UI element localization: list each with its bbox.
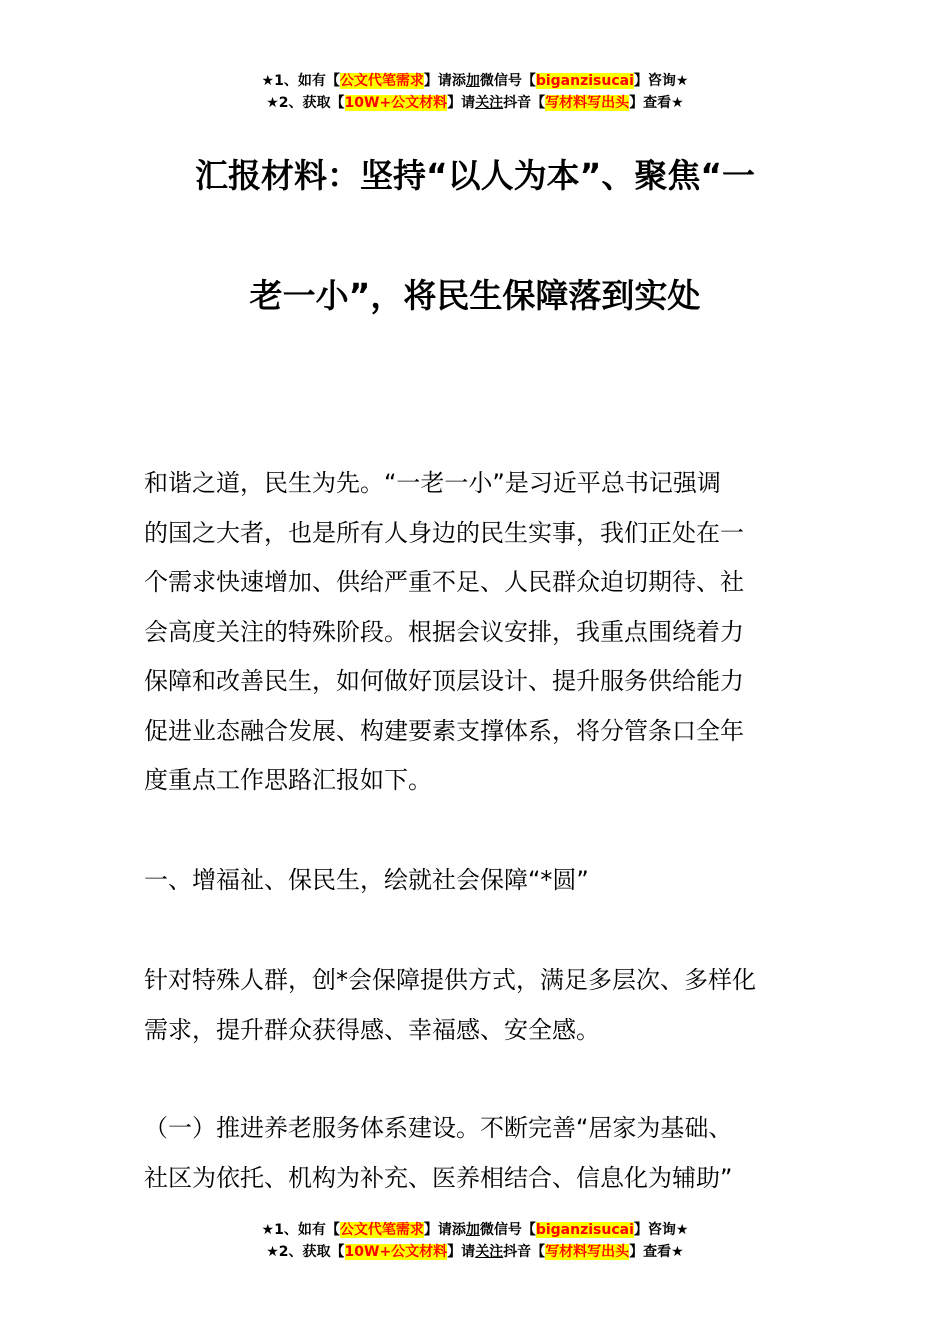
footer-banner: [0, 1219, 950, 1263]
banner-text: 】咨询★: [633, 1222, 689, 1238]
banner-underline: 加: [465, 1222, 480, 1238]
banner-highlight: 10W+公文材料: [344, 1244, 448, 1260]
banner-underline: 关注: [475, 95, 504, 111]
banner-highlight: biganzisucai: [535, 1222, 634, 1238]
heading-text: 一、增福祉、保民生，绘就社会保障“*圆”: [144, 866, 589, 894]
banner-highlight: biganzisucai: [535, 73, 634, 89]
document-title-line-2: 老一小”，将民生保障落到实处: [249, 276, 701, 315]
section-paragraph: [144, 956, 809, 1055]
paragraph-line: 的国之大者，也是所有人身边的民生实事，我们正处在一: [144, 518, 744, 547]
paragraph-line: 需求，提升群众获得感、幸福感、安全感。: [144, 1015, 600, 1044]
banner-text: 抖音【: [503, 1244, 546, 1260]
banner-text: 】查看★: [629, 95, 684, 111]
section-heading-1: [144, 856, 809, 906]
banner-text: 】咨询★: [633, 73, 689, 89]
banner-text: ★2、获取【: [266, 1244, 345, 1260]
paragraph-line: （一）推进养老服务体系建设。不断完善“居家为基础、: [144, 1114, 733, 1142]
banner-line-2: [0, 92, 950, 114]
banner-line-1: [0, 1219, 950, 1241]
header-banner: [0, 70, 950, 114]
intro-paragraph: [144, 459, 809, 806]
banner-text: ★2、获取【: [266, 95, 345, 111]
paragraph-line: 针对特殊人群，创*会保障提供方式，满足多层次、多样化: [144, 966, 756, 994]
banner-line-2: [0, 1241, 950, 1263]
banner-text: 微信号【: [479, 73, 536, 89]
banner-text: 】请: [447, 95, 476, 111]
paragraph-line: 个需求快速增加、供给严重不足、人民群众迫切期待、社: [144, 568, 744, 596]
banner-underline: 加: [465, 73, 480, 89]
document-title-line-1: 汇报材料：坚持“以人为本”、聚焦“一: [194, 156, 756, 195]
paragraph-line: 会高度关注的特殊阶段。根据会议安排，我重点围绕着力: [144, 617, 744, 646]
banner-text: 】请: [447, 1244, 476, 1260]
banner-highlight: 公文代笔需求: [339, 73, 424, 89]
paragraph-line: 保障和改善民生，如何做好顶层设计、提升服务供给能力: [144, 667, 744, 695]
paragraph-line: 促进业态融合发展、构建要素支撑体系，将分管条口全年: [144, 716, 744, 745]
banner-highlight: 公文代笔需求: [339, 1222, 424, 1238]
banner-highlight: 写材料写出头: [545, 95, 630, 111]
banner-text: ★1、如有【: [261, 1222, 340, 1238]
paragraph-line: 社区为依托、机构为补充、医养相结合、信息化为辅助”: [144, 1163, 733, 1192]
banner-text: 】请添: [423, 73, 466, 89]
paragraph-line: 和谐之道，民生为先。“一老一小”是习近平总书记强调: [144, 469, 721, 497]
banner-text: 抖音【: [503, 95, 546, 111]
banner-text: ★1、如有【: [261, 73, 340, 89]
paragraph-line: 度重点工作思路汇报如下。: [144, 766, 432, 794]
banner-text: 】查看★: [629, 1244, 684, 1260]
subsection-paragraph: [144, 1104, 809, 1203]
banner-text: 微信号【: [479, 1222, 536, 1238]
banner-highlight: 10W+公文材料: [344, 95, 448, 111]
banner-highlight: 写材料写出头: [545, 1244, 630, 1260]
banner-line-1: [0, 70, 950, 92]
banner-underline: 关注: [475, 1244, 504, 1260]
banner-text: 】请添: [423, 1222, 466, 1238]
